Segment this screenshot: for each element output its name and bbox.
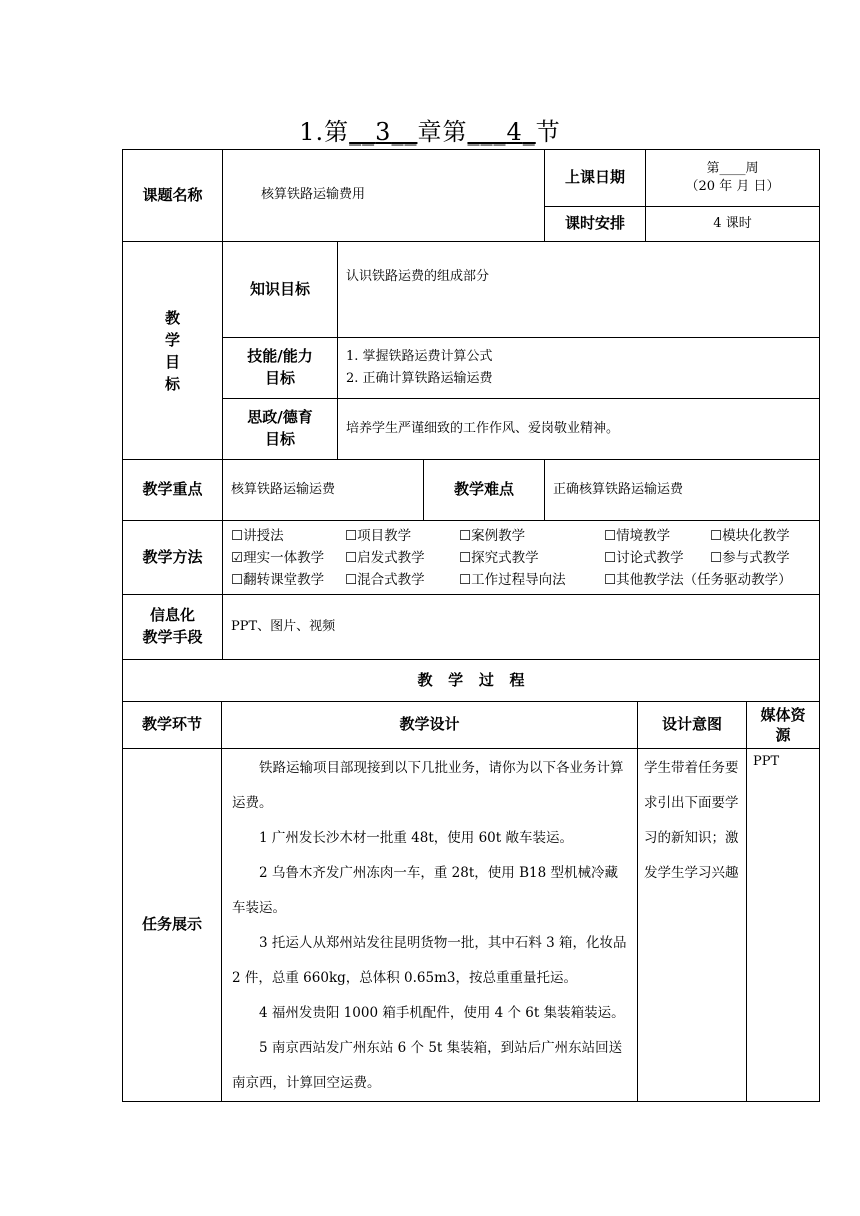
method-participatory[interactable]: ☐参与式教学 [710,549,790,566]
design-paragraph: 3 托运人从郑州站发往昆明货物一批，其中石料 3 箱，化妆品 2 件，总重 660kg，总体积 0.65m3，按总重重量托运。 [232,934,627,986]
design-paragraph: 2 乌鲁木齐发广州冻肉一车，重 28t，使用 B18 型机械冷藏车装运。 [232,864,618,916]
method-case[interactable]: ☐案例教学 [459,527,526,544]
hours: 4 课时 [646,207,820,242]
moral-goal: 培养学生严谨细致的工作作风、爱岗敬业精神。 [338,399,820,460]
design-paragraph: 1 广州发长沙木材一批重 48t，使用 60t 敞车装运。 [259,829,573,846]
skill-goal-item: 1. 掌握铁路运费计算公式 [346,349,493,364]
knowledge-label: 知识目标 [223,242,338,338]
difficulty: 正确核算铁路运输运费 [545,460,820,521]
skill-label: 技能/能力 目标 [223,338,338,399]
date-cell [646,150,820,207]
design-header: 教学设计 [222,702,638,748]
process-body [122,702,820,1102]
key-points-label: 教学重点 [123,460,223,521]
design-paragraph: 铁路运输项目部现接到以下几批业务，请你为以下各业务计算运费。 [232,759,624,811]
method-situational[interactable]: ☐情境教学 [604,527,671,544]
moral-label: 思政/德育 目标 [223,399,338,460]
design-intent [638,748,747,1101]
goals-label: 教 学 目 标 [123,242,223,460]
course-name-label: 课题名称 [123,150,223,242]
design-paragraph: 4 福州发贵阳 1000 箱手机配件，使用 4 个 6t 集装箱装运。 [259,1004,625,1021]
media-header: 媒体资 源 [747,702,820,748]
intent-text: 学生带着任务要求引出下面要学习的新知识；激发学生学习兴趣 [644,759,739,881]
date-label: 上课日期 [545,150,646,207]
skill-goals [338,338,820,399]
methods-cell [223,521,820,595]
date-line: （20 年 月 日） [685,179,780,194]
week-line: 第____周 [706,160,759,176]
methods-grid [231,525,816,591]
hours-label: 课时安排 [545,207,646,242]
method-blended[interactable]: ☐混合式教学 [345,571,425,588]
lesson-plan-table [122,149,820,702]
info-tech: PPT、图片、视频 [223,595,820,660]
course-name: 核算铁路运输费用 [223,150,545,242]
methods-label: 教学方法 [123,521,223,595]
key-points: 核算铁路运输运费 [223,460,424,521]
method-inquiry[interactable]: ☐探究式教学 [459,549,539,566]
method-integrated[interactable]: ☑理实一体教学 [231,549,325,566]
method-discussion[interactable]: ☐讨论式教学 [604,549,684,566]
stage-header: 教学环节 [123,702,222,748]
method-lecture[interactable]: ☐讲授法 [231,527,284,544]
media-resource: PPT [747,748,820,1101]
method-other[interactable]: ☐其他教学法（任务驱动教学） [604,571,792,588]
method-heuristic[interactable]: ☐启发式教学 [345,549,425,566]
page-title: 1.第__3__章第___4_节 [299,118,561,146]
design-paragraph: 5 南京西站发广州东站 6 个 5t 集装箱，到站后广州东站回送南京西，计算回空运费。 [232,1039,623,1091]
method-flipped[interactable]: ☐翻转课堂教学 [231,571,325,588]
difficulty-label: 教学难点 [424,460,545,521]
method-project[interactable]: ☐项目教学 [345,527,412,544]
method-modular[interactable]: ☐模块化教学 [710,527,790,544]
skill-goal-item: 2. 正确计算铁路运输运费 [346,371,493,386]
design-content [222,748,638,1101]
info-tech-label: 信息化 教学手段 [123,595,223,660]
intent-header: 设计意图 [638,702,747,748]
knowledge-goal: 认识铁路运费的组成部分 [338,242,820,338]
stage-task-display: 任务展示 [123,748,222,1101]
process-title: 教 学 过 程 [123,660,820,702]
method-work-process[interactable]: ☐工作过程导向法 [459,571,566,588]
